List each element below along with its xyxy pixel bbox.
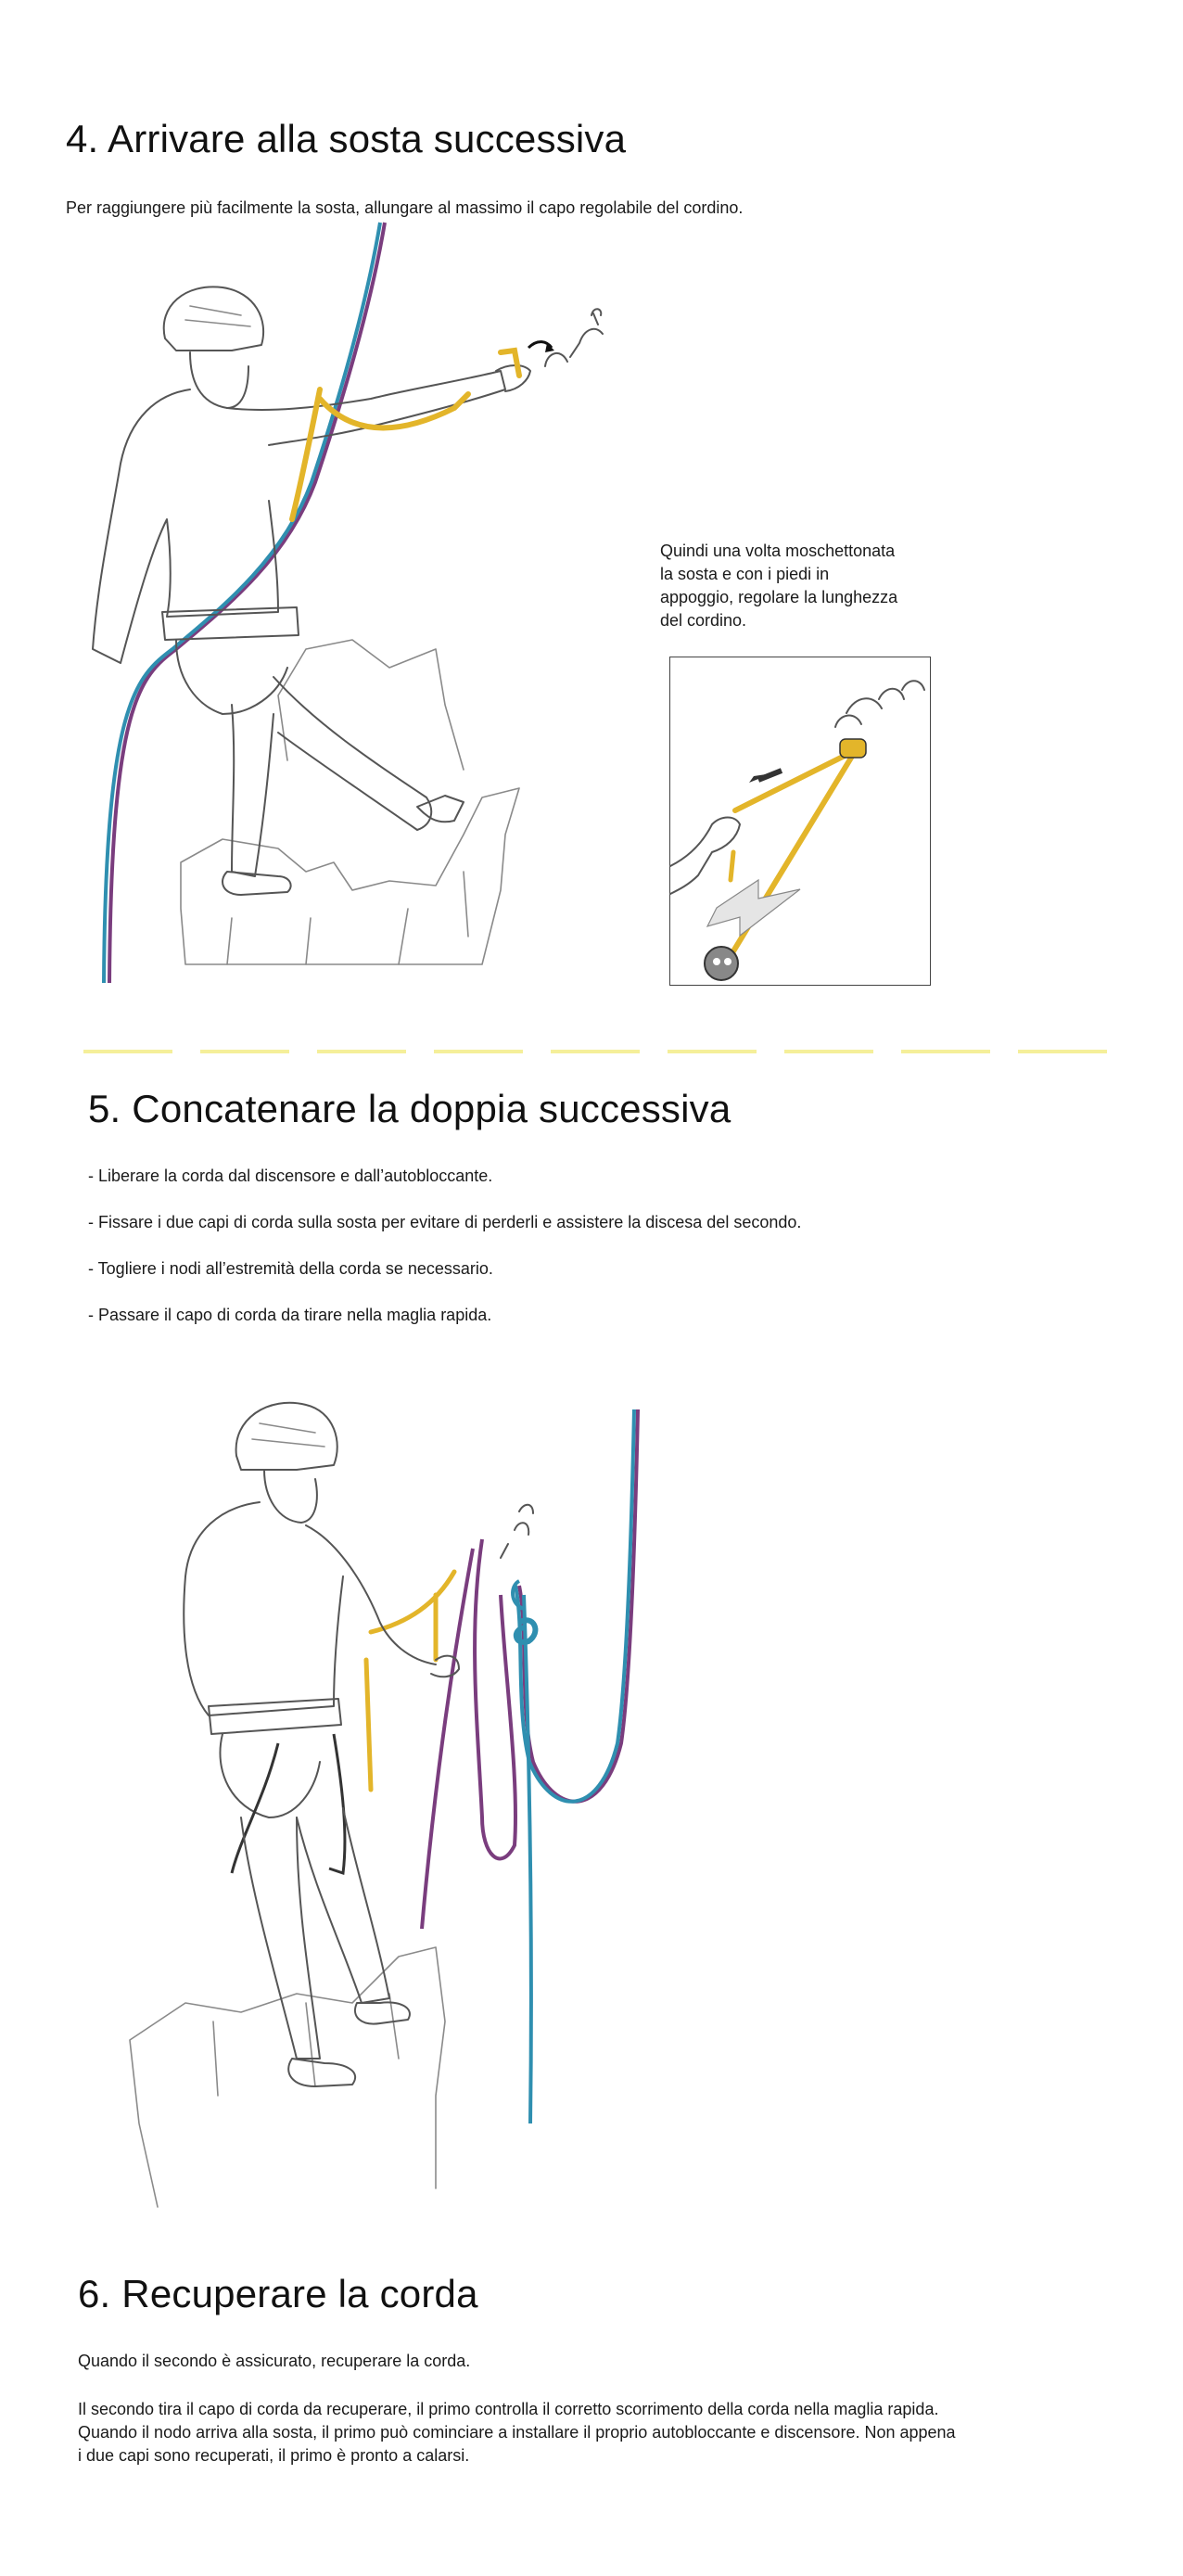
section-5-step: - Liberare la corda dal discensore e dall’autobloccante. — [88, 1167, 493, 1185]
section-divider — [0, 1048, 1183, 1057]
section-4-intro: Per raggiungere più facilmente la sosta, allungare al massimo il capo regolabile del cordino. — [66, 198, 744, 217]
section-6-body — [78, 2398, 956, 2468]
section-5-step: - Passare il capo di corda da tirare nella maglia rapida. — [88, 1306, 492, 1324]
illustration-adjust-lanyard — [670, 657, 932, 987]
section-6-title: 6. Recuperare la corda — [78, 2272, 478, 2315]
section-4-title: 4. Arrivare alla sosta successiva — [66, 117, 627, 160]
note-line: appoggio, regolare la lunghezza — [660, 588, 898, 606]
note-line: Quindi una volta moschettonata — [660, 542, 896, 560]
section-6-intro: Quando il secondo è assicurato, recuperare la corda. — [78, 2352, 471, 2370]
note-line: la sosta e con i piedi in — [660, 565, 830, 583]
detail-box-adjust-lanyard — [669, 657, 931, 986]
note-line: del cordino. — [660, 611, 747, 630]
section-4-note — [660, 540, 897, 632]
illustration-climber-reaching — [0, 0, 1183, 1020]
body-line: Il secondo tira il capo di corda da recuperare, il primo controlla il corretto scorrimento della corda nella maglia rapida. — [78, 2400, 939, 2418]
body-line: i due capi sono recuperati, il primo è pronto a calarsi. — [78, 2446, 470, 2465]
body-line: Quando il nodo arriva alla sosta, il primo può cominciare a installare il proprio autobloccante e discensore. Non appena — [78, 2423, 956, 2442]
section-5-title: 5. Concatenare la doppia successiva — [88, 1087, 731, 1130]
section-5-step: - Fissare i due capi di corda sulla sosta per evitare di perderli e assistere la discesa del secondo. — [88, 1213, 802, 1231]
illustration-climber-anchor — [0, 1354, 1183, 2216]
section-5-step: - Togliere i nodi all’estremità della corda se necessario. — [88, 1259, 493, 1278]
